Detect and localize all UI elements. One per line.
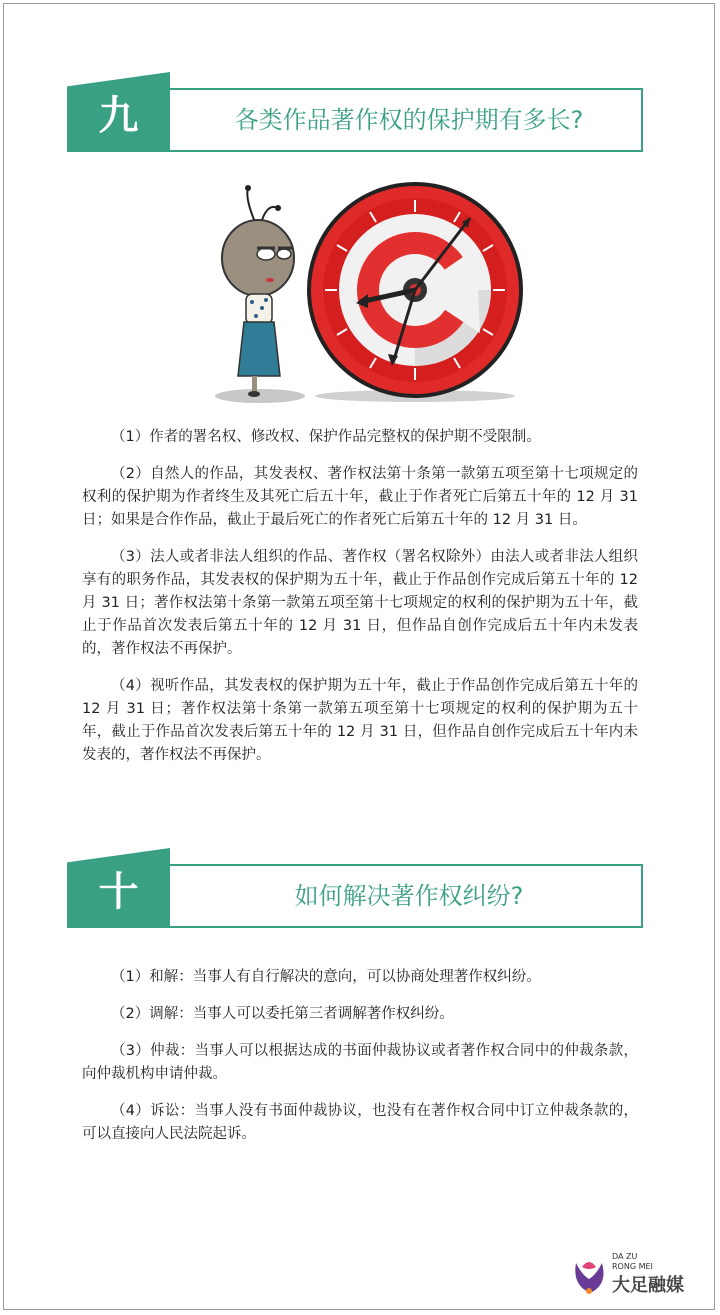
- section-10-body: [82, 966, 638, 1160]
- section-number: 十: [98, 869, 139, 915]
- paragraph: （1）和解：当事人有自行解决的意向，可以协商处理著作权纠纷。: [111, 969, 541, 985]
- ant-mascot-icon: [222, 185, 294, 397]
- paragraph: （4）视听作品，其发表权的保护期为五十年，截止于作品创作完成后第五十年的 12 月 31 日；著作权法第十条第一款第五项至第十七项规定的权利的保护期为五十年，截止于作品首次发表后第五十年的 12 月 31 日，但作品自创作完成后五十年内未发表的，著作权法不再保护。: [82, 678, 638, 763]
- copyright-clock-illustration: [200, 178, 540, 408]
- mascot-shadow: [215, 389, 305, 403]
- copyright-clock-icon: [309, 184, 521, 396]
- paragraph: （3）仲裁：当事人可以根据达成的书面仲裁协议或者著作权合同中的仲裁条款，向仲裁机构申请仲裁。: [82, 1043, 638, 1082]
- section-10-header: [67, 848, 641, 928]
- section-9-header: [67, 72, 641, 152]
- logo-line-2: RONG MEI: [612, 1262, 653, 1271]
- paragraph: （2）调解：当事人可以委托第三者调解著作权纠纷。: [111, 1006, 454, 1022]
- paragraph: （1）作者的署名权、修改权、保护作品完整权的保护期不受限制。: [111, 429, 541, 445]
- paragraph: （2）自然人的作品，其发表权、著作权法第十条第一款第五项至第十七项规定的权利的保护期为作者终生及其死亡后五十年，截止于作者死亡后第五十年的 12 月 31 日；如果是合作作品，截止于最后死亡的作者死亡后第五十年的 12 月 31 日。: [82, 466, 638, 528]
- dazu-rongmei-logo-icon: [568, 1241, 708, 1301]
- paragraph: （3）法人或者非法人组织的作品、著作权（署名权除外）由法人或者非法人组织享有的职务作品，其发表权的保护期为五十年，截止于作品创作完成后第五十年的 12 月 31 日；著作权法第十条第一款第五项至第十七项规定的权利的保护期为五十年，截止于作品首次发表后第五十年的 12 月 31 日，但作品自创作完成后五十年内未发表的，著作权法不再保护。: [82, 549, 638, 657]
- section-number: 九: [98, 93, 139, 139]
- logo-line-1: DA ZU: [612, 1252, 638, 1261]
- logo-name: 大足融媒: [612, 1275, 684, 1296]
- paragraph: （4）诉讼：当事人没有书面仲裁协议，也没有在著作权合同中订立仲裁条款的，可以直接向人民法院起诉。: [82, 1103, 638, 1142]
- section-title: 如何解决著作权纠纷?: [294, 882, 524, 910]
- section-9-body: [82, 426, 638, 781]
- section-title: 各类作品著作权的保护期有多长?: [234, 106, 584, 134]
